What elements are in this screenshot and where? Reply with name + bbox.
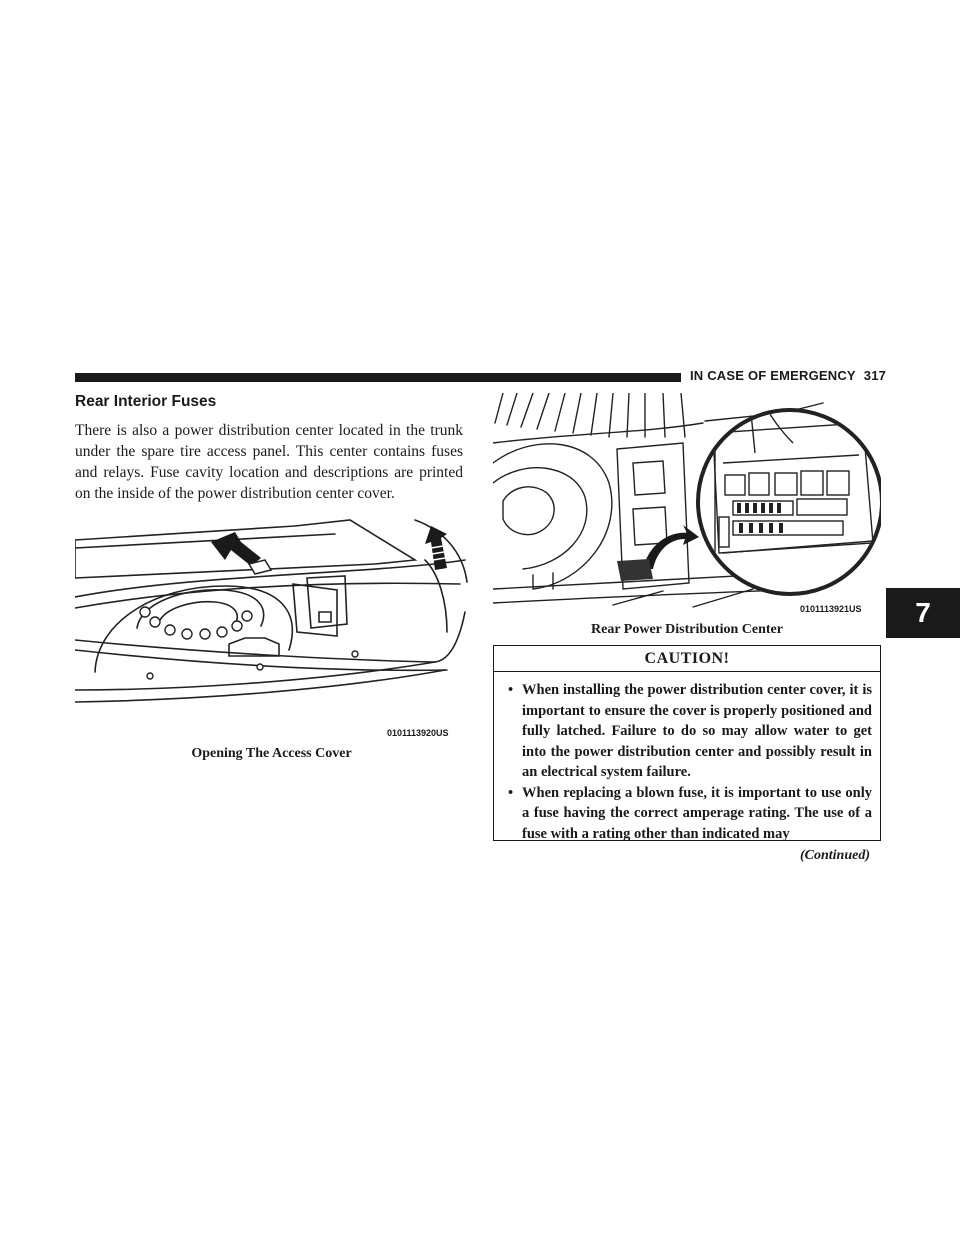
caution-item-text: When installing the power distribution center cover, it is important to ensure the cover is properly positioned and fully latched. Failure to do so may allow water to get into the power distribution center and possibly result in an electrical system failure. [522,682,872,780]
header-rule [75,373,681,382]
figure-power-distribution-center [493,393,881,616]
figure-caption: Rear Power Distribution Center [591,622,783,637]
caution-box [493,645,881,841]
body-paragraph: There is also a power distribution center located in the trunk under the spare tire access panel. This center contains fuses and relays. Fuse cavity location and descriptions are printed on the inside of the power distribution center cover. [75,422,463,502]
figure-access-cover [75,512,468,740]
fuse-box-illustration [493,393,881,616]
figure-code: 0101113920US [387,728,449,738]
caution-heading: CAUTION! [494,646,880,672]
page-number: 317 [863,368,887,383]
figure-code: 0101113921US [800,604,862,614]
section-name: IN CASE OF EMERGENCY [690,368,856,383]
caution-item-text: When replacing a blown fuse, it is important to use only a fuse having the correct amperage rating. The use of a fuse with a rating other than indicated may [522,784,872,842]
running-header [690,368,886,383]
bullet: • [508,682,514,698]
caution-item [508,680,872,783]
chapter-tab: 7 [886,588,960,638]
figure-caption: Opening The Access Cover [191,746,352,761]
section-title: Rear Interior Fuses [75,393,217,410]
bullet: • [508,784,514,801]
continued-note: (Continued) [799,848,870,863]
caution-item [508,783,872,845]
caution-list [494,672,880,844]
trunk-illustration [75,512,468,740]
